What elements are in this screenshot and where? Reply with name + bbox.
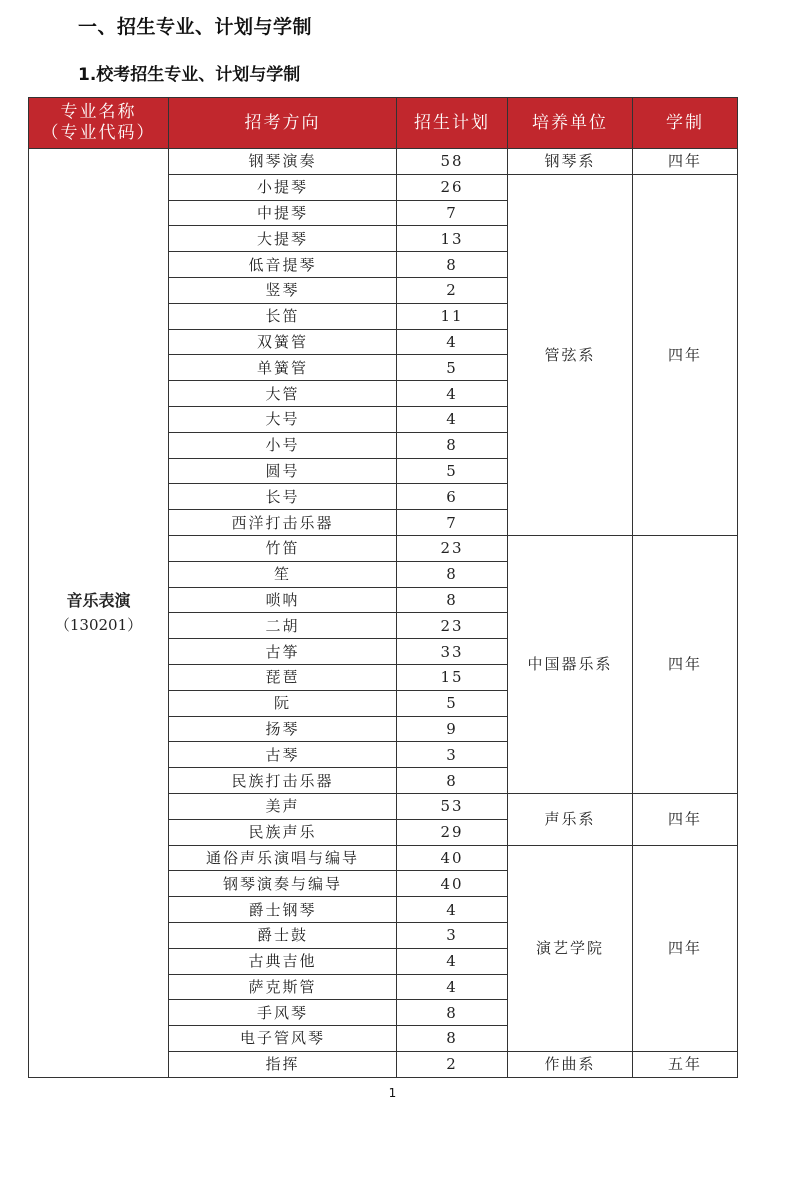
direction-cell: 通俗声乐演唱与编导	[169, 845, 397, 871]
direction-cell: 双簧管	[169, 329, 397, 355]
direction-cell: 民族声乐	[169, 819, 397, 845]
plan-cell: 40	[397, 845, 508, 871]
direction-cell: 小提琴	[169, 174, 397, 200]
direction-cell: 美声	[169, 793, 397, 819]
header-unit: 培养单位	[508, 98, 633, 149]
plan-cell: 3	[397, 742, 508, 768]
page-number: 1	[388, 1086, 397, 1100]
plan-cell: 8	[397, 1000, 508, 1026]
plan-cell: 5	[397, 458, 508, 484]
plan-cell: 40	[397, 871, 508, 897]
duration-cell: 四年	[633, 535, 738, 793]
plan-cell: 9	[397, 716, 508, 742]
direction-cell: 唢呐	[169, 587, 397, 613]
unit-cell: 管弦系	[508, 174, 633, 535]
table-row	[29, 149, 738, 175]
direction-cell: 低音提琴	[169, 252, 397, 278]
direction-cell: 大号	[169, 406, 397, 432]
direction-cell: 竖琴	[169, 277, 397, 303]
plan-cell: 4	[397, 329, 508, 355]
table-header-row	[29, 98, 738, 149]
direction-cell: 萨克斯管	[169, 974, 397, 1000]
direction-cell: 大管	[169, 381, 397, 407]
plan-cell: 23	[397, 535, 508, 561]
direction-cell: 阮	[169, 690, 397, 716]
plan-cell: 4	[397, 381, 508, 407]
header-major	[29, 98, 169, 149]
major-name: 音乐表演	[66, 590, 131, 610]
direction-cell: 爵士鼓	[169, 922, 397, 948]
duration-cell: 五年	[633, 1051, 738, 1077]
table-body	[29, 149, 738, 1078]
plan-cell: 33	[397, 639, 508, 665]
plan-cell: 58	[397, 149, 508, 175]
direction-cell: 单簧管	[169, 355, 397, 381]
plan-cell: 8	[397, 561, 508, 587]
direction-cell: 古琴	[169, 742, 397, 768]
unit-cell: 钢琴系	[508, 149, 633, 175]
major-code: （130201）	[54, 615, 143, 634]
direction-cell: 手风琴	[169, 1000, 397, 1026]
direction-cell: 西洋打击乐器	[169, 510, 397, 536]
direction-cell: 竹笛	[169, 535, 397, 561]
duration-cell: 四年	[633, 174, 738, 535]
direction-cell: 二胡	[169, 613, 397, 639]
direction-cell: 钢琴演奏与编导	[169, 871, 397, 897]
duration-cell: 四年	[633, 793, 738, 845]
plan-cell: 11	[397, 303, 508, 329]
direction-cell: 扬琴	[169, 716, 397, 742]
direction-cell: 民族打击乐器	[169, 768, 397, 794]
plan-cell: 29	[397, 819, 508, 845]
unit-cell: 声乐系	[508, 793, 633, 845]
major-cell	[29, 149, 169, 1078]
header-direction: 招考方向	[169, 98, 397, 149]
direction-cell: 古筝	[169, 639, 397, 665]
plan-cell: 4	[397, 897, 508, 923]
plan-cell: 6	[397, 484, 508, 510]
plan-cell: 7	[397, 510, 508, 536]
direction-cell: 长号	[169, 484, 397, 510]
plan-cell: 13	[397, 226, 508, 252]
plan-cell: 8	[397, 252, 508, 278]
plan-cell: 5	[397, 690, 508, 716]
plan-cell: 26	[397, 174, 508, 200]
unit-cell: 中国器乐系	[508, 535, 633, 793]
plan-cell: 2	[397, 277, 508, 303]
plan-cell: 8	[397, 1026, 508, 1052]
plan-cell: 8	[397, 768, 508, 794]
plan-cell: 2	[397, 1051, 508, 1077]
header-major-line1: 专业名称	[60, 102, 137, 122]
direction-cell: 爵士钢琴	[169, 897, 397, 923]
header-major-line2: （专业代码）	[41, 123, 156, 143]
direction-cell: 电子管风琴	[169, 1026, 397, 1052]
plan-cell: 4	[397, 406, 508, 432]
enrollment-table	[28, 97, 738, 1078]
unit-cell: 演艺学院	[508, 845, 633, 1051]
direction-cell: 琵琶	[169, 664, 397, 690]
plan-cell: 3	[397, 922, 508, 948]
plan-cell: 23	[397, 613, 508, 639]
duration-cell: 四年	[633, 149, 738, 175]
section-heading: 一、招生专业、计划与学制	[78, 16, 313, 38]
direction-cell: 指挥	[169, 1051, 397, 1077]
plan-cell: 8	[397, 587, 508, 613]
direction-cell: 笙	[169, 561, 397, 587]
plan-cell: 8	[397, 432, 508, 458]
direction-cell: 钢琴演奏	[169, 149, 397, 175]
duration-cell: 四年	[633, 845, 738, 1051]
plan-cell: 7	[397, 200, 508, 226]
plan-cell: 53	[397, 793, 508, 819]
plan-cell: 5	[397, 355, 508, 381]
direction-cell: 中提琴	[169, 200, 397, 226]
direction-cell: 古典吉他	[169, 948, 397, 974]
plan-cell: 4	[397, 948, 508, 974]
direction-cell: 圆号	[169, 458, 397, 484]
plan-cell: 15	[397, 664, 508, 690]
plan-cell: 4	[397, 974, 508, 1000]
direction-cell: 长笛	[169, 303, 397, 329]
unit-cell: 作曲系	[508, 1051, 633, 1077]
subsection-heading: 1.校考招生专业、计划与学制	[78, 65, 301, 85]
direction-cell: 大提琴	[169, 226, 397, 252]
header-duration: 学制	[633, 98, 738, 149]
direction-cell: 小号	[169, 432, 397, 458]
header-plan: 招生计划	[397, 98, 508, 149]
